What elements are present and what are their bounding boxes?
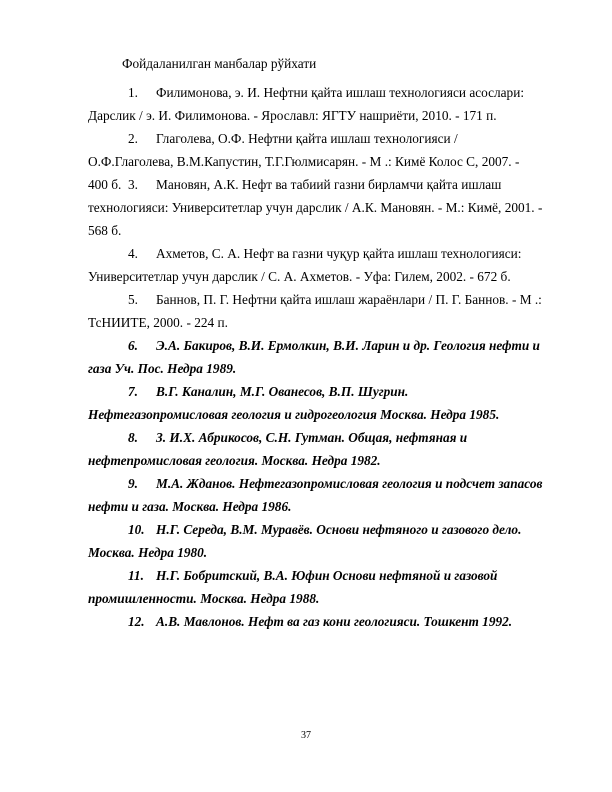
reference-text-line: ТсНИИТЕ, 2000. - 224 п. — [88, 315, 228, 330]
page-number: 37 — [301, 730, 311, 741]
reference-text-line: Нефтегазопромисловая геология и гидрогеология Москва. Недра 1985. — [88, 407, 500, 422]
reference-text-line: З. И.Х. Абрикосов, С.Н. Гутман. Общая, нефтяная и — [156, 430, 468, 445]
reference-text-line: Н.Г. Середа, В.М. Муравёв. Основи нефтяного и газового дело. — [156, 522, 522, 537]
reference-text-line: Москва. Недра 1980. — [88, 545, 208, 560]
reference-entry — [88, 426, 573, 472]
reference-entry — [88, 610, 573, 633]
references-heading: Фойдаланилган манбалар рўйхати — [122, 56, 317, 71]
reference-text-line: В.Г. Каналин, М.Г. Ованесов, В.П. Шугрин. — [156, 384, 409, 399]
reference-entry — [88, 334, 573, 380]
reference-number: 9. — [128, 476, 138, 491]
reference-text-line: нефтепромисловая геология. Москва. Недра 1982. — [88, 453, 381, 468]
reference-text-line: Мановян, А.К. Нефт ва табиий газни бирламчи қайта ишлаш — [156, 177, 502, 192]
reference-text-line: О.Ф.Глаголева, В.М.Капустин, Т.Г.Гюлмисарян. - М .: Кимё Колос С, 2007. - — [88, 154, 520, 169]
reference-number: 6. — [128, 338, 138, 353]
reference-entry — [88, 564, 573, 610]
reference-entry — [88, 288, 573, 334]
reference-entry — [88, 472, 573, 518]
reference-number: 5. — [128, 292, 138, 307]
reference-entry — [88, 380, 573, 426]
reference-number: 8. — [128, 430, 138, 445]
reference-entry — [88, 173, 573, 242]
reference-number: 4. — [128, 246, 138, 261]
reference-entry — [88, 518, 573, 564]
reference-number: 11. — [128, 568, 144, 583]
reference-text-line: Н.Г. Бобритский, В.А. Юфин Основи нефтяной и газовой — [156, 568, 498, 583]
reference-number: 1. — [128, 85, 138, 100]
reference-text-line: нефти и газа. Москва. Недра 1986. — [88, 499, 292, 514]
reference-text-line: А.В. Мавлонов. Нефт ва газ кони геологияси. Тошкент 1992. — [156, 614, 513, 629]
reference-text-line: Ахметов, С. А. Нефт ва газни чуқур қайта ишлаш технологияси: — [156, 246, 522, 261]
reference-text-line: 400 б. — [88, 177, 122, 192]
reference-entry — [88, 242, 573, 288]
reference-number: 7. — [128, 384, 138, 399]
reference-entry — [88, 81, 573, 127]
reference-text-line: 568 б. — [88, 223, 122, 238]
reference-text-line: Университетлар учун дарслик / С. А. Ахметов. - Уфа: Гилем, 2002. - 672 б. — [88, 269, 511, 284]
reference-text-line: Глаголева, О.Ф. Нефтни қайта ишлаш технологияси / — [156, 131, 458, 146]
reference-number: 10. — [128, 522, 145, 537]
reference-text-line: технологияси: Университетлар учун дарслик / А.К. Мановян. - М.: Кимё, 2001. - — [88, 200, 543, 215]
reference-text-line: промишленности. Москва. Недра 1988. — [88, 591, 320, 606]
reference-text-line: Э.А. Бакиров, В.И. Ермолкин, В.И. Ларин и др. Геология нефти и — [156, 338, 540, 353]
reference-text-line: Дарслик / э. И. Филимонова. - Ярославл: ЯГТУ нашриёти, 2010. - 171 п. — [88, 108, 497, 123]
reference-number: 2. — [128, 131, 138, 146]
reference-number: 12. — [128, 614, 145, 629]
reference-text-line: М.А. Жданов. Нефтегазопромисловая геология и подсчет запасов — [156, 476, 543, 491]
reference-number: 3. — [128, 177, 138, 192]
reference-text-line: Баннов, П. Г. Нефтни қайта ишлаш жараёнлари / П. Г. Баннов. - М .: — [156, 292, 542, 307]
reference-text-line: Филимонова, э. И. Нефтни қайта ишлаш технологияси асослари: — [156, 85, 525, 100]
reference-text-line: газа Уч. Пос. Недра 1989. — [88, 361, 237, 376]
